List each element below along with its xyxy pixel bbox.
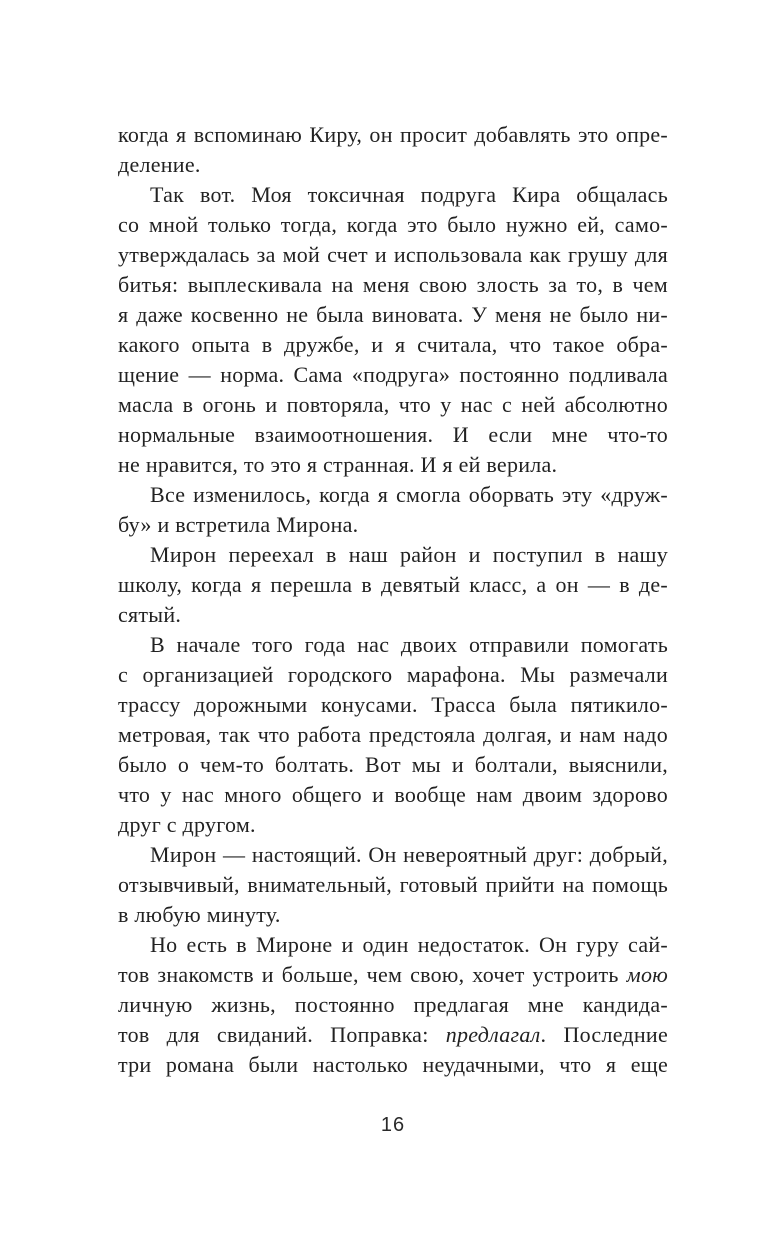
text-line: когда я вспоминаю Киру, он просит добавлять это опре-: [118, 122, 668, 147]
text-line: я даже косвенно не была виновата. У меня не было ни-: [118, 302, 668, 327]
text-line: Все изменилось, когда я смогла оборвать эту «друж-: [150, 482, 668, 507]
text-line: не нравится, то это я странная. И я ей верила.: [118, 452, 558, 477]
text-line: бу» и встретила Мирона.: [118, 512, 359, 537]
italic-text: предлагал: [445, 1022, 541, 1047]
text-line: [118, 1020, 668, 1050]
text-line: щение — норма. Сама «подруга» постоянно подливала: [118, 362, 668, 387]
text-line: Мирон — настоящий. Он невероятный друг: добрый,: [150, 842, 668, 867]
text-line: школу, когда я перешла в девятый класс, а он — в де-: [118, 572, 668, 597]
text-line: сятый.: [118, 602, 182, 627]
text-line: со мной только тогда, когда это было нужно ей, само-: [118, 212, 668, 237]
text-line: в любую минуту.: [118, 902, 281, 927]
text-line: Так вот. Моя токсичная подруга Кира общалась: [150, 182, 668, 207]
text-segment: . Последние: [540, 1022, 668, 1047]
italic-text: мою: [626, 962, 668, 987]
text-line: отзывчивый, внимательный, готовый прийти на помощь: [118, 872, 668, 897]
text-line: Но есть в Мироне и один недостаток. Он гуру сай-: [150, 932, 668, 957]
text-line: утверждалась за мой счет и использовала как грушу для: [118, 242, 668, 267]
text-line: [118, 960, 668, 990]
page-number: 16: [380, 1114, 406, 1136]
text-line: было о чем-то болтать. Вот мы и болтали, выяснили,: [118, 752, 668, 777]
text-segment: тов для свиданий. Поправка:: [118, 1022, 446, 1047]
text-line: масла в огонь и повторяла, что у нас с ней абсолютно: [118, 392, 668, 417]
text-line: В начале того года нас двоих отправили помогать: [150, 632, 668, 657]
text-line: деление.: [118, 152, 201, 177]
text-line: трассу дорожными конусами. Трасса была пятикило-: [118, 692, 668, 717]
text-line: друг с другом.: [118, 812, 256, 837]
page-text: [118, 120, 668, 1080]
text-segment: тов знакомств и больше, чем свою, хочет устроить: [118, 962, 627, 987]
text-line: метровая, так что работа предстояла долгая, и нам надо: [118, 722, 668, 747]
text-line: какого опыта в дружбе, и я считала, что такое обра-: [118, 332, 668, 357]
text-line: что у нас много общего и вообще нам двоим здорово: [118, 782, 668, 807]
text-line: личную жизнь, постоянно предлагая мне кандида-: [118, 992, 668, 1017]
text-line: битья: выплескивала на меня свою злость за то, в чем: [118, 272, 668, 297]
text-line: Мирон переехал в наш район и поступил в нашу: [150, 542, 668, 567]
text-line: три романа были настолько неудачными, что я еще: [118, 1052, 668, 1077]
text-line: с организацией городского марафона. Мы размечали: [118, 662, 668, 687]
text-line: нормальные взаимоотношения. И если мне что-то: [118, 422, 668, 447]
